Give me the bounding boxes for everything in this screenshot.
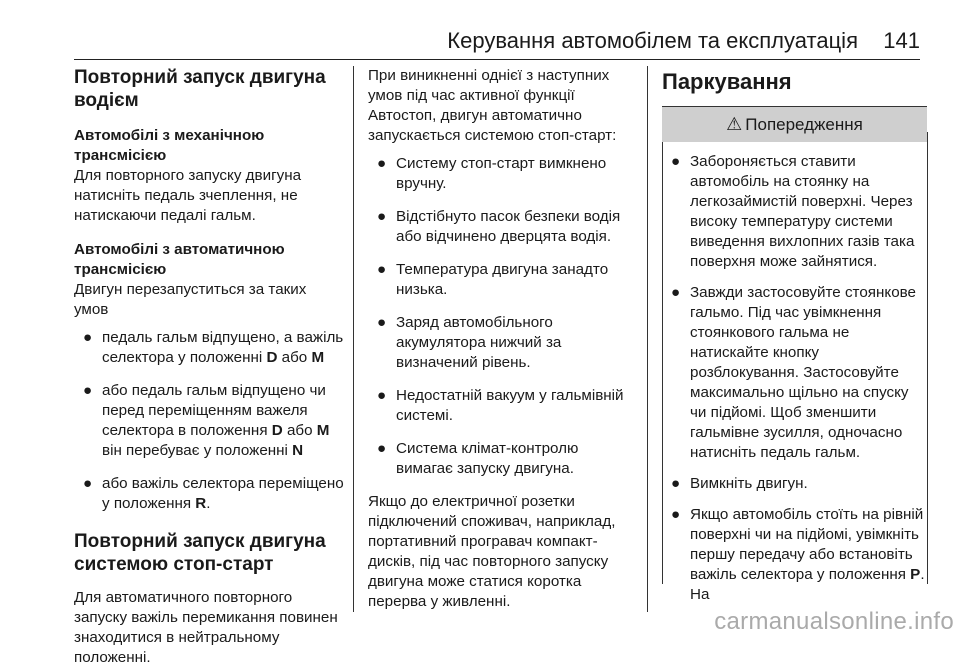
- power-interruption-text: Якщо до електричної розетки підключений споживач, наприклад, портативний програвач компакт-дисків, під час повторного запуску двигуна може статися коротка перерва у живленні.: [368, 493, 616, 610]
- list-item: ● Завжди застосовуйте стоянкове гальмо. Під час увімкнення стоянкового гальма не натискайте кнопку розблокування. Застосовуйте максимально щільно на спуску чи підйомі. Щоб зменшити гальмівне зусилля, одночасно натисніть педаль гальм.: [671, 284, 916, 461]
- warning-body: [662, 142, 927, 605]
- manual-transmission-text: Для повторного запуску двигуна натисніть педаль зчеплення, не натискаючи педалі гальм.: [74, 167, 302, 224]
- bullet-icon: ●: [671, 284, 681, 301]
- list-item: ● Вимкніть двигун.: [671, 475, 808, 492]
- bullet-icon: ●: [377, 208, 387, 225]
- bullet-icon: ●: [377, 440, 387, 457]
- page-number: 141: [883, 28, 920, 53]
- list-item: ● Температура двигуна занадто низька.: [377, 261, 609, 298]
- column-1: [74, 66, 344, 668]
- bullet-icon: ●: [83, 329, 93, 346]
- column-divider-1: [353, 66, 354, 612]
- automatic-transmission-text: Двигун перезапуститься за таких умов: [74, 281, 307, 318]
- list-item: ● Систему стоп-старт вимкнено вручну.: [377, 155, 607, 192]
- autostop-conditions-list: [368, 154, 632, 479]
- list-item: ● Забороняється ставити автомобіль на стоянку на легкозаймистій поверхні. Через високу температуру системи виведення вихлопних газів така поверхня може зайнятися.: [671, 153, 915, 270]
- bullet-icon: ●: [377, 261, 387, 278]
- header-title: Керування автомобілем та експлуатація: [447, 28, 858, 53]
- list-item: ● або педаль гальм відпущено чи перед переміщенням важеля селектора в положення D або M він перебуває у положенні N: [83, 382, 330, 459]
- warning-border-right: [927, 132, 928, 584]
- bullet-icon: ●: [671, 153, 681, 170]
- list-item: ● педаль гальм відпущено, а важіль селектора у положенні D або M: [83, 329, 344, 366]
- parking-warning-list: [662, 152, 927, 605]
- column-2: [368, 66, 632, 612]
- warning-triangle-icon: ⚠: [726, 114, 743, 134]
- section-title-system-restart: Повторний запуск двигуна системою стоп-старт: [74, 531, 326, 575]
- list-item: ● Заряд автомобільного акумулятора нижчий за визначений рівень.: [377, 314, 562, 371]
- list-item: ● або важіль селектора переміщено у положення R.: [83, 475, 344, 512]
- bullet-icon: ●: [377, 155, 387, 172]
- page-header: [74, 22, 920, 60]
- system-restart-text: Для автоматичного повторного запуску важіль перемикання повинен знаходитися в нейтральному положенні.: [74, 589, 338, 666]
- autostop-intro-text: При виникненні однієї з наступних умов під час активної функції Автостоп, двигун автоматично запускається системою стоп-старт:: [368, 67, 617, 144]
- bullet-icon: ●: [83, 382, 93, 399]
- parking-heading: Паркування: [662, 69, 792, 94]
- list-item: ● Відстібнуто пасок безпеки водія або відчинено дверцята водія.: [377, 208, 621, 245]
- list-item: ● Якщо автомобіль стоїть на рівній поверхні чи на підйомі, увімкніть першу передачу або встановіть важіль селектора у положення P. На: [671, 506, 925, 603]
- bullet-icon: ●: [83, 475, 93, 492]
- warning-title: Попередження: [745, 114, 863, 134]
- manual-transmission-title: Автомобілі з механічною трансмісією: [74, 127, 265, 164]
- bullet-icon: ●: [377, 387, 387, 404]
- column-divider-2: [647, 66, 648, 612]
- watermark: carmanualsonline.info: [714, 608, 954, 635]
- list-item: ● Недостатній вакуум у гальмівній системі.: [377, 387, 624, 424]
- column-3: [662, 66, 927, 616]
- auto-conditions-list: [74, 328, 344, 514]
- bullet-icon: ●: [377, 314, 387, 331]
- list-item: ● Система клімат-контролю вимагає запуску двигуна.: [377, 440, 579, 477]
- automatic-transmission-title: Автомобілі з автоматичною трансмісією: [74, 241, 285, 278]
- section-title-driver-restart: Повторний запуск двигуна водієм: [74, 67, 326, 111]
- bullet-icon: ●: [671, 475, 681, 492]
- bullet-icon: ●: [671, 506, 681, 523]
- warning-header: [662, 106, 927, 142]
